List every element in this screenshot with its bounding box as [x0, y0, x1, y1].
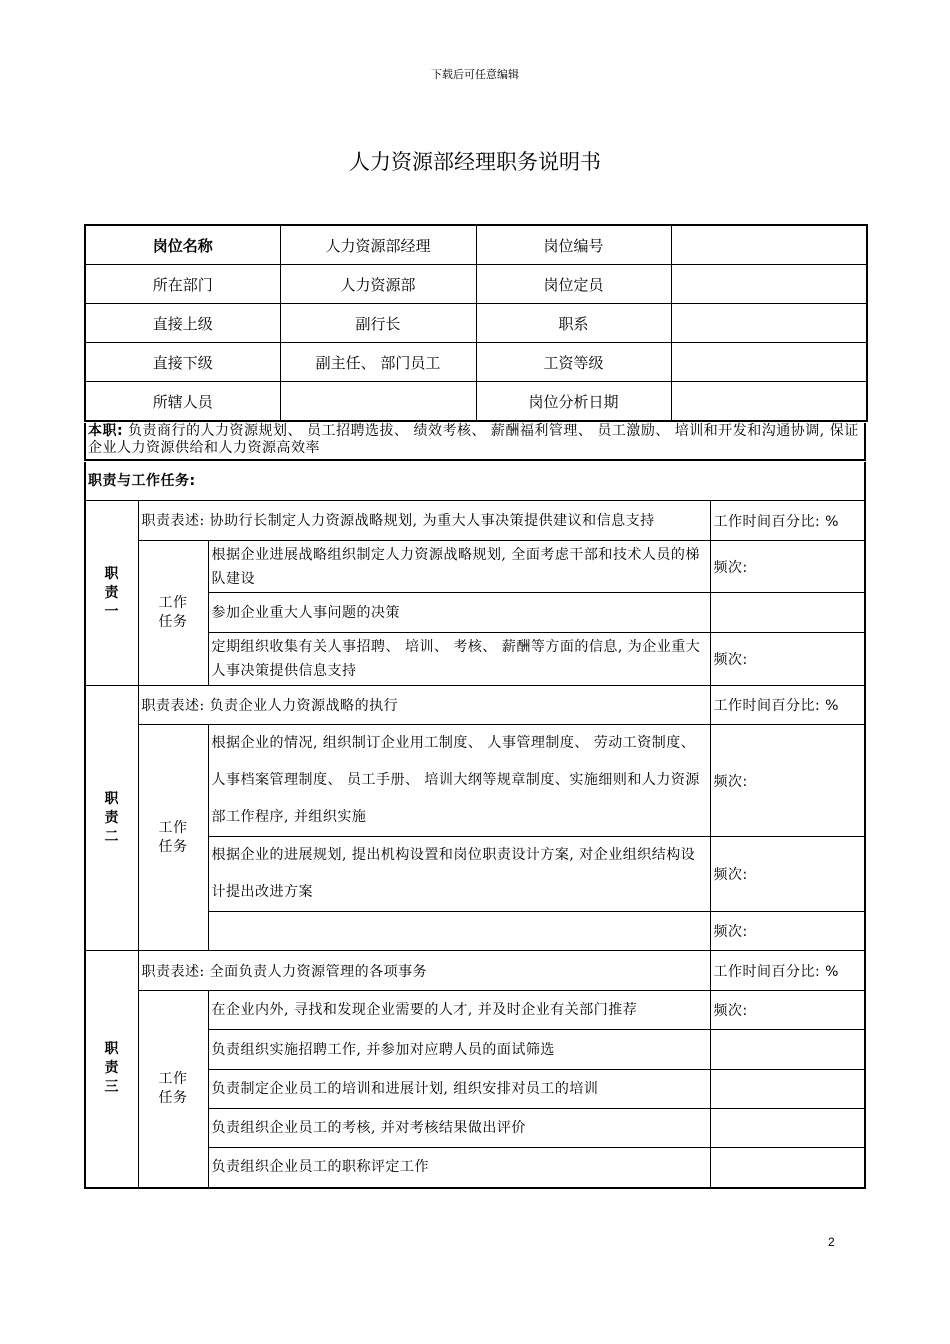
time-percentage: 工作时间百分比: %: [710, 501, 865, 541]
main-duty-text: 负责商行的人力资源规划、 员工招聘选拔、 绩效考核、 薪酬福利管理、 员工激励、 培训和开发和沟通协调, 保证企业人力资源供给和人力资源高效率: [88, 423, 859, 456]
info-value: 副主任、 部门员工: [280, 343, 476, 382]
responsibility-label: 职责一: [85, 501, 138, 686]
info-label: 岗位分析日期: [476, 382, 671, 422]
task-frequency: [710, 1109, 865, 1148]
info-value: [671, 225, 867, 265]
header-note: 下载后可任意编辑: [431, 68, 519, 81]
info-label: 所辖人员: [85, 382, 280, 422]
task-frequency: 频次:: [710, 912, 865, 951]
task-row: [85, 541, 865, 593]
task-frequency: 频次:: [710, 837, 865, 912]
task-text: 根据企业的情况, 组织制订企业用工制度、 人事管理制度、 劳动工资制度、 人事档案管理制度、 员工手册、 培训大纲等规章制度、实施细则和人力资源部工作程序, 并组织实施: [208, 725, 710, 837]
task-text: 根据企业的进展规划, 提出机构设置和岗位职责设计方案, 对企业组织结构设计提出改进方案: [208, 837, 710, 912]
info-value: [671, 382, 867, 422]
task-frequency: 频次:: [710, 541, 865, 593]
responsibility-summary: 职责表述: 全面负责人力资源管理的各项事务: [138, 951, 710, 991]
task-frequency: 频次:: [710, 633, 865, 686]
task-frequency: [710, 1148, 865, 1188]
info-row: [85, 265, 867, 304]
info-value: [671, 304, 867, 343]
responsibility-label: 职责二: [85, 686, 138, 951]
main-duty-label: 本职:: [88, 423, 124, 439]
info-label: 工资等级: [476, 343, 671, 382]
task-frequency: [710, 1030, 865, 1070]
task-text: 负责组织实施招聘工作, 并参加对应聘人员的面试筛选: [208, 1030, 710, 1070]
task-row: [85, 991, 865, 1030]
responsibility-summary-row: [85, 951, 865, 991]
info-value: [280, 382, 476, 422]
task-text: 参加企业重大人事问题的决策: [208, 593, 710, 633]
work-task-label: 工作任务: [138, 725, 208, 951]
info-label: 岗位名称: [85, 225, 280, 265]
time-percentage: 工作时间百分比: %: [710, 686, 865, 725]
time-percentage: 工作时间百分比: %: [710, 951, 865, 991]
task-text: 在企业内外, 寻找和发现企业需要的人才, 并及时企业有关部门推荐: [208, 991, 710, 1030]
job-info-table: [84, 224, 868, 422]
info-label: 职系: [476, 304, 671, 343]
task-text: 负责制定企业员工的培训和进展计划, 组织安排对员工的培训: [208, 1070, 710, 1109]
info-label: 岗位编号: [476, 225, 671, 265]
work-task-label: 工作任务: [138, 991, 208, 1188]
responsibilities-table: [84, 500, 866, 1189]
info-value: 人力资源部经理: [280, 225, 476, 265]
responsibility-summary-row: [85, 686, 865, 725]
info-row: [85, 382, 867, 422]
info-value: 人力资源部: [280, 265, 476, 304]
task-text: 负责组织企业员工的考核, 并对考核结果做出评价: [208, 1109, 710, 1148]
info-label: 岗位定员: [476, 265, 671, 304]
task-text: 负责组织企业员工的职称评定工作: [208, 1148, 710, 1188]
info-row: [85, 304, 867, 343]
task-frequency: [710, 593, 865, 633]
task-text: [208, 912, 710, 951]
info-label: 直接下级: [85, 343, 280, 382]
responsibility-summary-row: [85, 501, 865, 541]
info-value: 副行长: [280, 304, 476, 343]
main-duty: [84, 423, 866, 461]
task-text: 根据企业进展战略组织制定人力资源战略规划, 全面考虑干部和技术人员的梯队建设: [208, 541, 710, 593]
task-frequency: 频次:: [710, 725, 865, 837]
info-value: [671, 343, 867, 382]
info-label: 直接上级: [85, 304, 280, 343]
info-value: [671, 265, 867, 304]
task-row: [85, 725, 865, 837]
responsibility-summary: 职责表述: 负责企业人力资源战略的执行: [138, 686, 710, 725]
info-row: [85, 225, 867, 265]
responsibility-label: 职责三: [85, 951, 138, 1188]
task-frequency: [710, 1070, 865, 1109]
info-label: 所在部门: [85, 265, 280, 304]
responsibility-summary: 职责表述: 协助行长制定人力资源战略规划, 为重大人事决策提供建议和信息支持: [138, 501, 710, 541]
page-number: 2: [828, 1235, 835, 1249]
document-title: 人力资源部经理职务说明书: [349, 150, 601, 174]
task-frequency: 频次:: [710, 991, 865, 1030]
task-text: 定期组织收集有关人事招聘、 培训、 考核、 薪酬等方面的信息, 为企业重大人事决策提供信息支持: [208, 633, 710, 686]
info-row: [85, 343, 867, 382]
tasks-heading: 职责与工作任务:: [84, 462, 866, 500]
work-task-label: 工作任务: [138, 541, 208, 686]
